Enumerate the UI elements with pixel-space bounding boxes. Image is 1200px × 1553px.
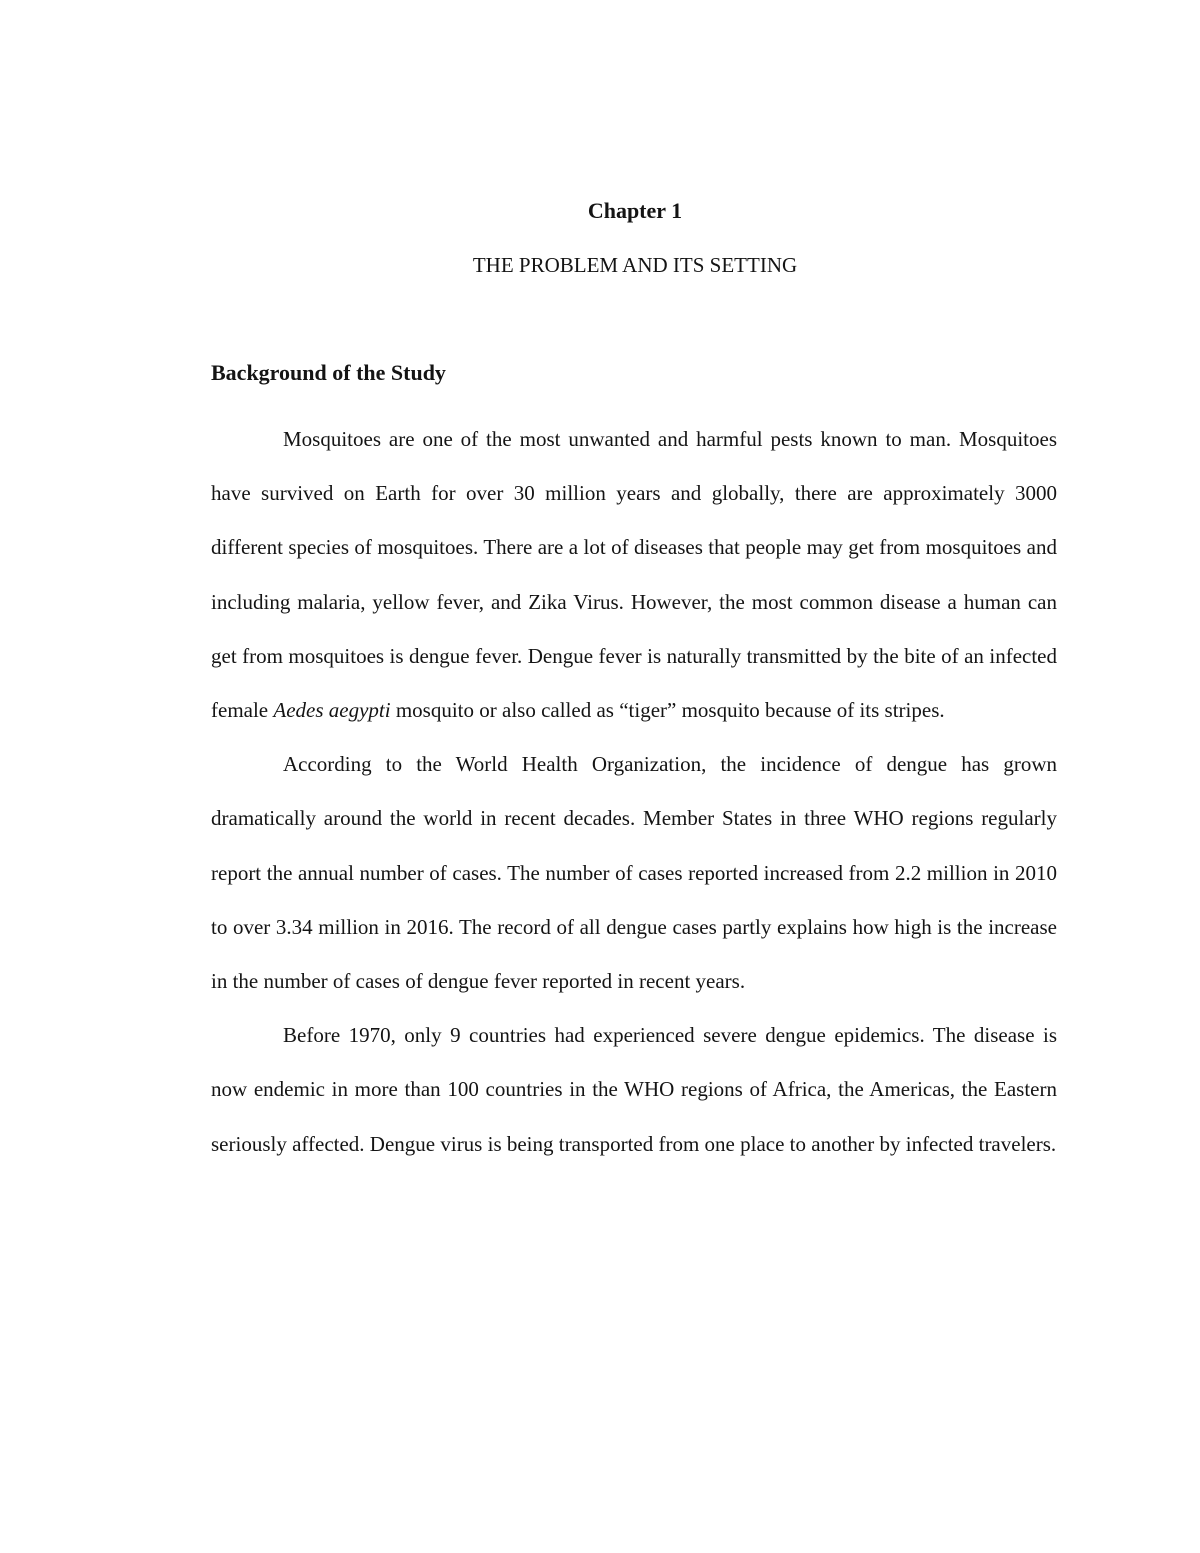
paragraph-3: Before 1970, only 9 countries had experienced severe dengue epidemics. The disease is now endemic in more than 100 countries in the WHO regions of Africa, the Americas, the Eastern seriously affected. Dengue virus is being transported from one place to another by infected travelers. [211, 1023, 1057, 1156]
document-body [211, 358, 1057, 1171]
species-name: Aedes aegypti [273, 698, 391, 723]
chapter-label: Chapter 1 [587, 198, 683, 223]
paragraph-1-text-b: mosquito or also called as “tiger” mosquito because of its stripes. [390, 698, 945, 723]
paragraph-1-text-a: Mosquitoes are one of the most unwanted and harmful pests known to man. Mosquitoes have survived on Earth for over 30 million years and globally, there are approximately 3000 different species of mosquitoes. There are a lot of diseases that people may get from mosquitoes and including malaria, yellow fever, and Zika Virus. However, the most common disease a human can get from mosquitoes is dengue fever. Dengue fever is naturally transmitted by the bite of an infected female [211, 427, 1057, 723]
paragraph-1 [211, 412, 1057, 737]
paragraph-2: According to the World Health Organization, the incidence of dengue has grown dramatically around the world in recent decades. Member States in three WHO regions regularly report the annual number of cases. The number of cases reported increased from 2.2 million in 2010 to over 3.34 million in 2016. The record of all dengue cases partly explains how high is the increase in the number of cases of dengue fever reported in recent years. [211, 752, 1057, 994]
chapter-title: THE PROBLEM AND ITS SETTING [472, 253, 798, 277]
section-heading: Background of the Study [211, 360, 446, 385]
